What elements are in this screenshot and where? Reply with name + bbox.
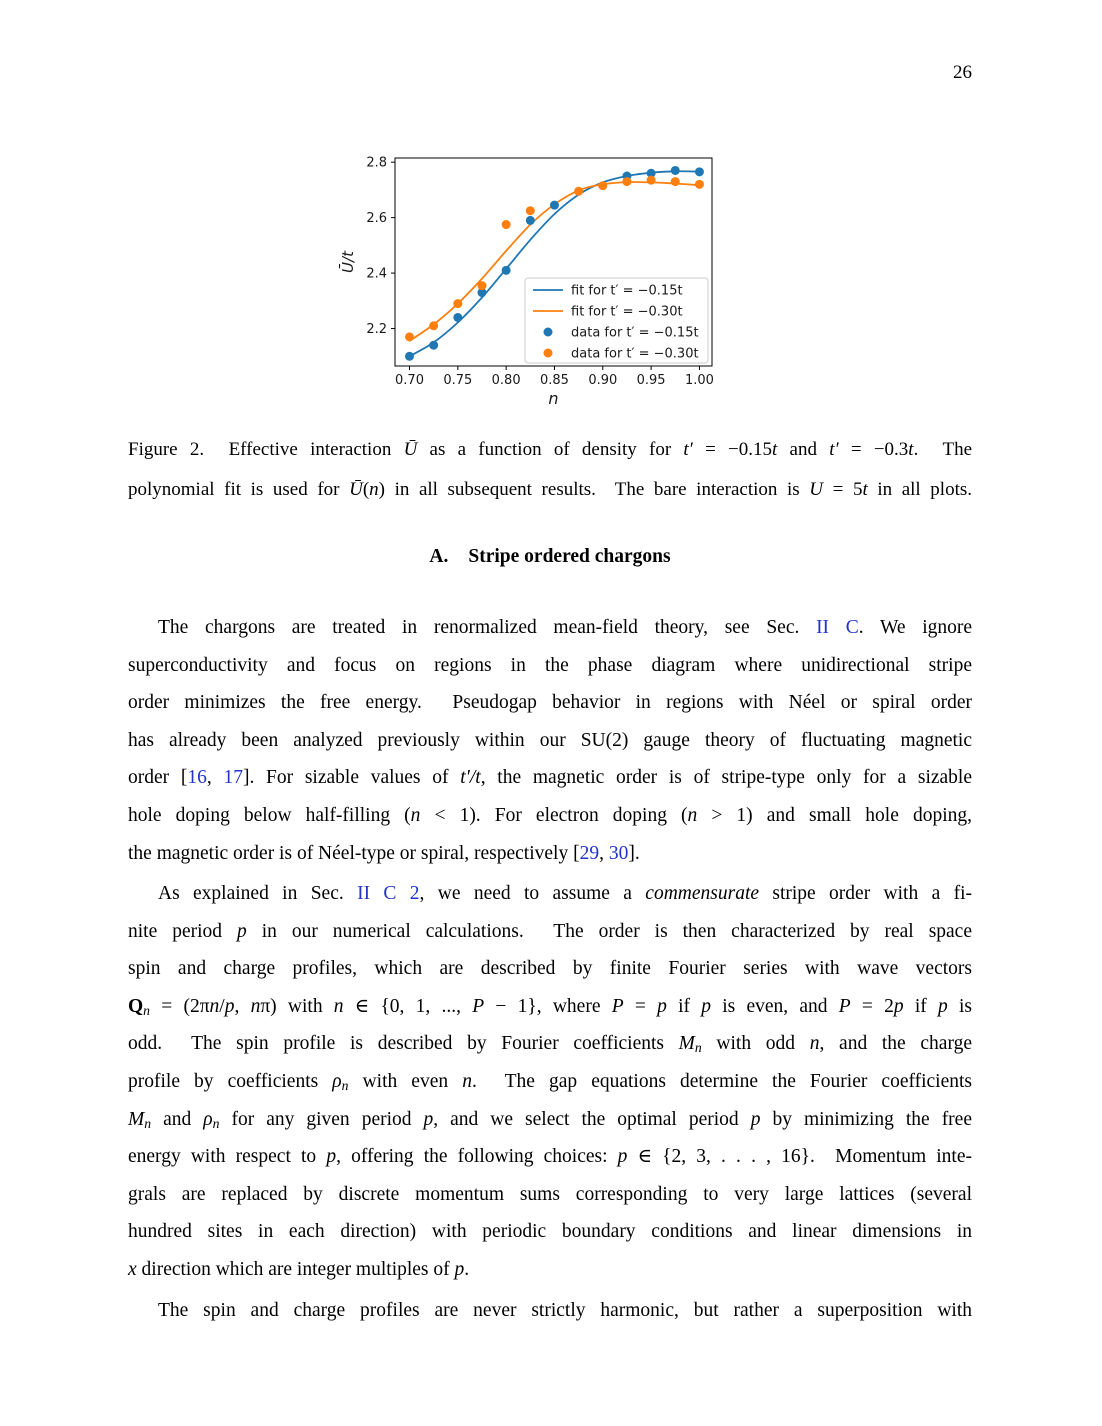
text-segment: U [809, 479, 824, 500]
text-segment: has already been analyzed previously within our SU(2) gauge theory of fluctuating magnetic [128, 729, 972, 751]
text-segment: . The [913, 439, 972, 460]
text-segment: n [694, 1040, 702, 1056]
text-segment: p [224, 995, 235, 1017]
data-point [550, 201, 559, 210]
text-segment: if [903, 995, 939, 1017]
text-segment: p [657, 995, 667, 1017]
y-tick-label: 2.6 [366, 211, 387, 227]
text-segment: ρ [332, 1070, 342, 1092]
text-segment: n [341, 1077, 349, 1093]
legend-label: fit for t′ = −0.30t [571, 304, 683, 320]
text-segment: ( [362, 479, 370, 500]
text-segment: , the magnetic order is of stripe-type only for a sizable [480, 767, 972, 789]
text-segment: as a function of density for [417, 439, 684, 460]
text-line [128, 1176, 972, 1214]
data-point [622, 177, 631, 186]
text-segment: polynomial fit is used for [128, 479, 350, 500]
x-tick-label: 0.80 [491, 373, 521, 388]
text-segment: , [206, 767, 224, 789]
reference-link[interactable]: II C [816, 617, 859, 638]
section-label: A. [429, 546, 449, 567]
text-segment: grals are replaced by discrete momentum sums corresponding to very large lattices (several [128, 1183, 972, 1205]
x-axis-label: n [548, 389, 559, 408]
data-point [477, 281, 486, 290]
text-segment: profile by coefficients [128, 1070, 333, 1092]
text-segment: odd. The spin profile is described by Fourier coefficients [128, 1033, 679, 1055]
text-segment: p [454, 1258, 465, 1280]
text-segment: = 5 [823, 479, 863, 500]
text-segment: for any given period [219, 1108, 424, 1130]
text-segment: p [617, 1146, 628, 1168]
text-segment: , and we select the optimal period [433, 1108, 751, 1130]
text-segment: the magnetic order is of Néel-type or spiral, respectively [ [128, 842, 580, 864]
text-segment: n [250, 995, 261, 1017]
text-segment: . We ignore [858, 617, 973, 638]
text-segment: n [212, 1115, 220, 1131]
text-segment: t [862, 479, 868, 500]
text-segment: order minimizes the free energy. Pseudogap behavior in regions with Néel or spiral order [128, 692, 972, 714]
text-segment: P [472, 995, 485, 1017]
text-segment: n [143, 1002, 150, 1018]
text-segment: spin and charge profiles, which are described by finite Fourier series with wave vectors [128, 958, 972, 980]
text-segment: superconductivity and focus on regions in the phase diagram where unidirectional stripe [128, 654, 972, 676]
text-segment: π) with [260, 995, 334, 1017]
text-segment: As explained in Sec. [158, 883, 358, 904]
text-line [128, 1101, 972, 1139]
text-segment: . The gap equations determine the Fourier coefficients [471, 1070, 973, 1092]
text-segment: , and the charge [819, 1033, 973, 1055]
text-segment: p [236, 920, 247, 942]
text-line [128, 722, 972, 760]
x-tick-label: 0.75 [443, 373, 473, 388]
reference-link[interactable]: 29 [579, 842, 600, 864]
text-segment: in our numerical calculations. The order is then characterized by real space [246, 920, 972, 942]
text-segment: hole doping below half-filling ( [128, 804, 411, 826]
text-segment: hundred sites in each direction) with periodic boundary conditions and linear dimensions in [128, 1221, 972, 1243]
data-point [526, 216, 535, 225]
data-point [695, 180, 704, 189]
text-segment: ∈ {0, 1, ..., [343, 995, 473, 1017]
text-segment: n [687, 804, 698, 826]
legend-dot-sample [544, 349, 553, 358]
text-segment: p [701, 995, 711, 1017]
data-point [502, 220, 511, 229]
data-point [453, 299, 462, 308]
y-tick-label: 2.4 [366, 266, 387, 282]
text-segment: Ū [403, 439, 418, 460]
text-line [128, 797, 972, 835]
text-segment: P [838, 995, 851, 1017]
x-tick-label: 1.00 [684, 373, 714, 388]
reference-link[interactable]: 16 [187, 767, 207, 789]
text-line [128, 1292, 972, 1330]
data-point [405, 332, 414, 341]
reference-link[interactable]: 30 [608, 842, 629, 864]
text-line [128, 835, 972, 873]
text-segment: The chargons are treated in renormalized mean-field theory, see Sec. [158, 617, 817, 638]
text-segment: t [908, 439, 914, 460]
text-line [128, 470, 972, 510]
text-segment: t′ [683, 439, 693, 460]
text-segment: , offering the following choices: [336, 1146, 618, 1168]
text-segment: t′/t [460, 767, 481, 789]
text-segment: energy with respect to [128, 1146, 327, 1168]
text-segment: n [369, 479, 379, 500]
page-number: 26 [953, 62, 972, 83]
text-segment: n [462, 1070, 472, 1092]
text-segment: . [464, 1258, 470, 1280]
text-segment: = 2 [850, 995, 894, 1017]
text-segment: p [423, 1108, 434, 1130]
text-segment: p [750, 1108, 761, 1130]
reference-link[interactable]: II C 2 [357, 883, 420, 904]
x-tick-label: 0.95 [636, 373, 666, 388]
text-segment: direction which are integer multiples of [136, 1258, 455, 1280]
text-line [128, 875, 972, 913]
text-segment: p [893, 995, 904, 1017]
text-segment: and [151, 1108, 204, 1130]
legend-label: data for t′ = −0.30t [571, 346, 699, 362]
x-tick-label: 0.90 [588, 373, 618, 388]
section-heading [128, 546, 972, 568]
data-point [695, 167, 704, 176]
data-point [671, 177, 680, 186]
text-line [128, 913, 972, 951]
text-line [128, 1251, 972, 1289]
text-line [128, 950, 972, 988]
text-segment: = (2π [150, 995, 210, 1017]
x-tick-label: 0.85 [539, 373, 569, 388]
data-point [405, 352, 414, 361]
text-segment: order [ [128, 767, 188, 789]
chart-svg [337, 136, 747, 418]
y-tick-label: 2.2 [366, 322, 387, 338]
data-point [429, 321, 438, 330]
text-segment: in all plots. [867, 479, 972, 500]
data-point [574, 187, 583, 196]
text-segment: t′ [829, 439, 839, 460]
text-segment: n [809, 1033, 820, 1055]
text-segment: is [947, 995, 973, 1017]
text-segment: nite period [128, 920, 237, 942]
text-segment: > 1) and small hole doping, [697, 804, 972, 826]
text-segment: / [219, 995, 225, 1017]
text-segment: , [234, 995, 251, 1017]
text-segment: n [333, 995, 344, 1017]
text-segment: is even, and [710, 995, 839, 1017]
text-segment: commensurate [645, 883, 760, 904]
text-line [128, 647, 972, 685]
text-segment: , we need to assume a [419, 883, 646, 904]
text-segment: p [938, 995, 948, 1017]
text-segment: ρ [203, 1108, 213, 1130]
text-segment: M [128, 1108, 145, 1130]
paragraph-1 [128, 609, 972, 872]
text-segment: P [611, 995, 624, 1017]
text-line [128, 1063, 972, 1101]
text-segment: with even [348, 1070, 463, 1092]
data-point [526, 206, 535, 215]
text-segment: = −0.15 [692, 439, 772, 460]
text-segment: < 1). For electron doping ( [420, 804, 688, 826]
text-segment: stripe order with a fi- [759, 883, 972, 904]
text-segment: = [623, 995, 658, 1017]
legend-label: fit for t′ = −0.15t [571, 283, 683, 299]
data-point [671, 166, 680, 175]
section-title: Stripe ordered chargons [468, 546, 671, 567]
x-tick-label: 0.70 [395, 373, 424, 388]
reference-link[interactable]: 17 [223, 767, 243, 789]
data-point [502, 266, 511, 275]
text-segment: x [128, 1258, 137, 1280]
text-segment: ]. [628, 842, 640, 864]
legend-dot-sample [544, 328, 553, 337]
text-line [128, 1213, 972, 1251]
text-segment: ]. For sizable values of [242, 767, 461, 789]
text-segment: n [209, 995, 220, 1017]
paragraph-2 [128, 875, 972, 1289]
data-point [647, 176, 656, 185]
text-segment: Ū [349, 479, 363, 500]
text-line [128, 1025, 972, 1063]
text-segment: n [410, 804, 421, 826]
text-segment: with odd [701, 1033, 810, 1055]
text-segment: − 1}, where [484, 995, 612, 1017]
text-segment: ∈ {2, 3, . . . , 16}. Momentum inte- [627, 1146, 972, 1168]
data-point [453, 313, 462, 322]
text-segment: = −0.3 [838, 439, 909, 460]
data-point [429, 341, 438, 350]
figure-2-caption [128, 430, 972, 510]
text-line [128, 609, 972, 647]
text-segment: n [144, 1115, 152, 1131]
text-line [128, 430, 972, 470]
figure-2-chart [337, 136, 747, 418]
legend-label: data for t′ = −0.15t [571, 325, 699, 341]
text-segment: p [326, 1146, 337, 1168]
text-segment: t [772, 439, 778, 460]
text-line [128, 684, 972, 722]
text-segment: if [666, 995, 702, 1017]
text-segment: Q [128, 995, 144, 1017]
text-segment: Figure 2. Effective interaction [128, 439, 404, 460]
text-line [128, 988, 972, 1026]
paragraph-3 [128, 1292, 972, 1330]
text-segment: The spin and charge profiles are never strictly harmonic, but rather a superposition with [158, 1300, 972, 1321]
text-line [128, 1138, 972, 1176]
text-segment: and [777, 439, 830, 460]
text-segment: M [678, 1033, 695, 1055]
y-tick-label: 2.8 [366, 155, 387, 171]
text-segment: ) in all subsequent results. The bare interaction is [378, 479, 810, 500]
y-axis-label: Ū/t [339, 251, 357, 273]
text-segment: by minimizing the free [760, 1108, 972, 1130]
data-point [598, 181, 607, 190]
text-line [128, 759, 972, 797]
text-segment: , [599, 842, 609, 864]
